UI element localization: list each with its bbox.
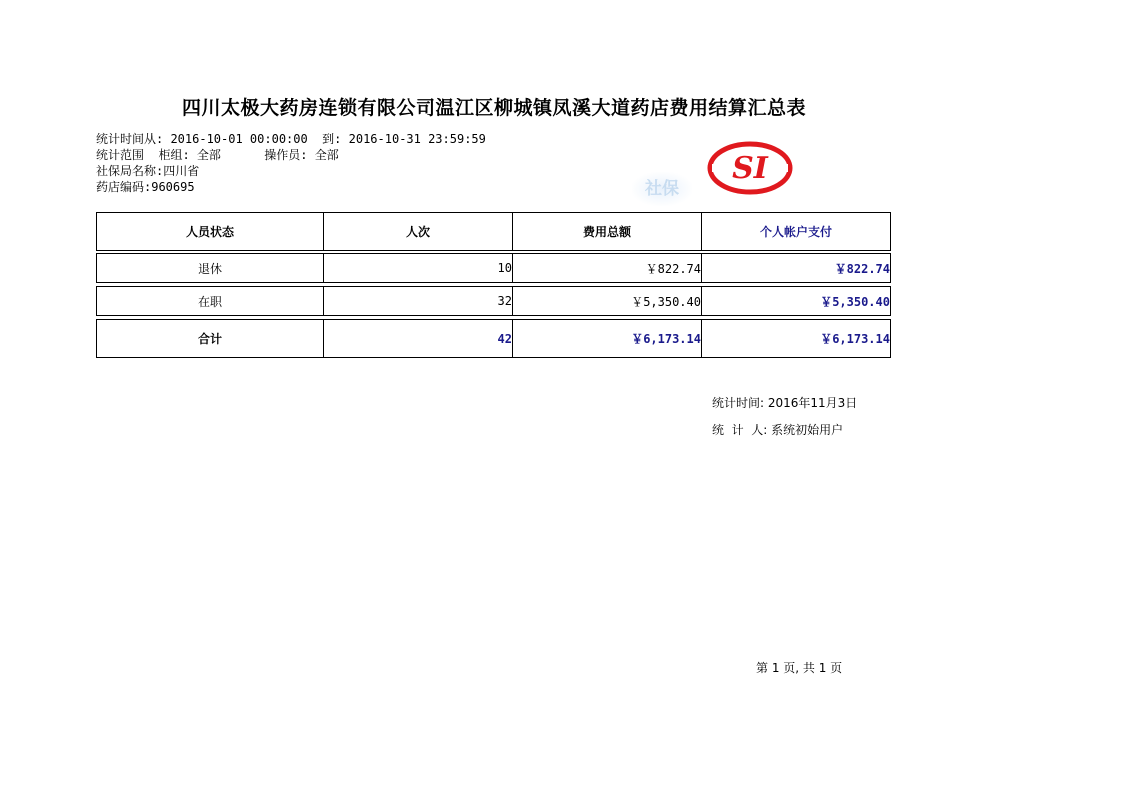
period-line: 统计时间从: 2016-10-01 00:00:00 到: 2016-10-31 23:59:59 — [96, 132, 486, 146]
total-amount: ￥6,173.14 — [513, 320, 702, 358]
row-personal: ￥822.74 — [702, 254, 891, 283]
row-status: 在职 — [97, 287, 324, 316]
table-row — [96, 286, 891, 316]
stat-time: 统计时间: 2016年11月3日 — [712, 396, 858, 410]
si-logo-text: SI — [732, 151, 768, 186]
page-info: 第 1 页, 共 1 页 — [756, 661, 843, 675]
si-logo-icon — [706, 140, 794, 196]
stat-person: 统 计 人: 系统初始用户 — [712, 423, 844, 437]
store-code-line: 药店编码:960695 — [96, 180, 195, 194]
header-table — [96, 212, 891, 251]
total-label: 合计 — [97, 320, 324, 358]
header-status: 人员状态 — [97, 213, 324, 251]
row-count: 32 — [324, 287, 513, 316]
row-total: ￥822.74 — [513, 254, 702, 283]
row-status: 退休 — [97, 254, 324, 283]
row-personal: ￥5,350.40 — [702, 287, 891, 316]
bureau-line: 社保局名称:四川省 — [96, 164, 200, 178]
row-total: ￥5,350.40 — [513, 287, 702, 316]
scope-line: 统计范围 柜组: 全部 操作员: 全部 — [96, 148, 339, 162]
social-security-watermark: 社保 — [632, 172, 692, 206]
header-total: 费用总额 — [513, 213, 702, 251]
header-personal: 个人帐户支付 — [702, 213, 891, 251]
total-row — [96, 319, 891, 358]
report-title: 四川太极大药房连锁有限公司温江区柳城镇凤溪大道药店费用结算汇总表 — [181, 97, 806, 119]
table-row — [96, 253, 891, 283]
row-count: 10 — [324, 254, 513, 283]
total-count: 42 — [324, 320, 513, 358]
total-personal: ￥6,173.14 — [702, 320, 891, 358]
header-count: 人次 — [324, 213, 513, 251]
